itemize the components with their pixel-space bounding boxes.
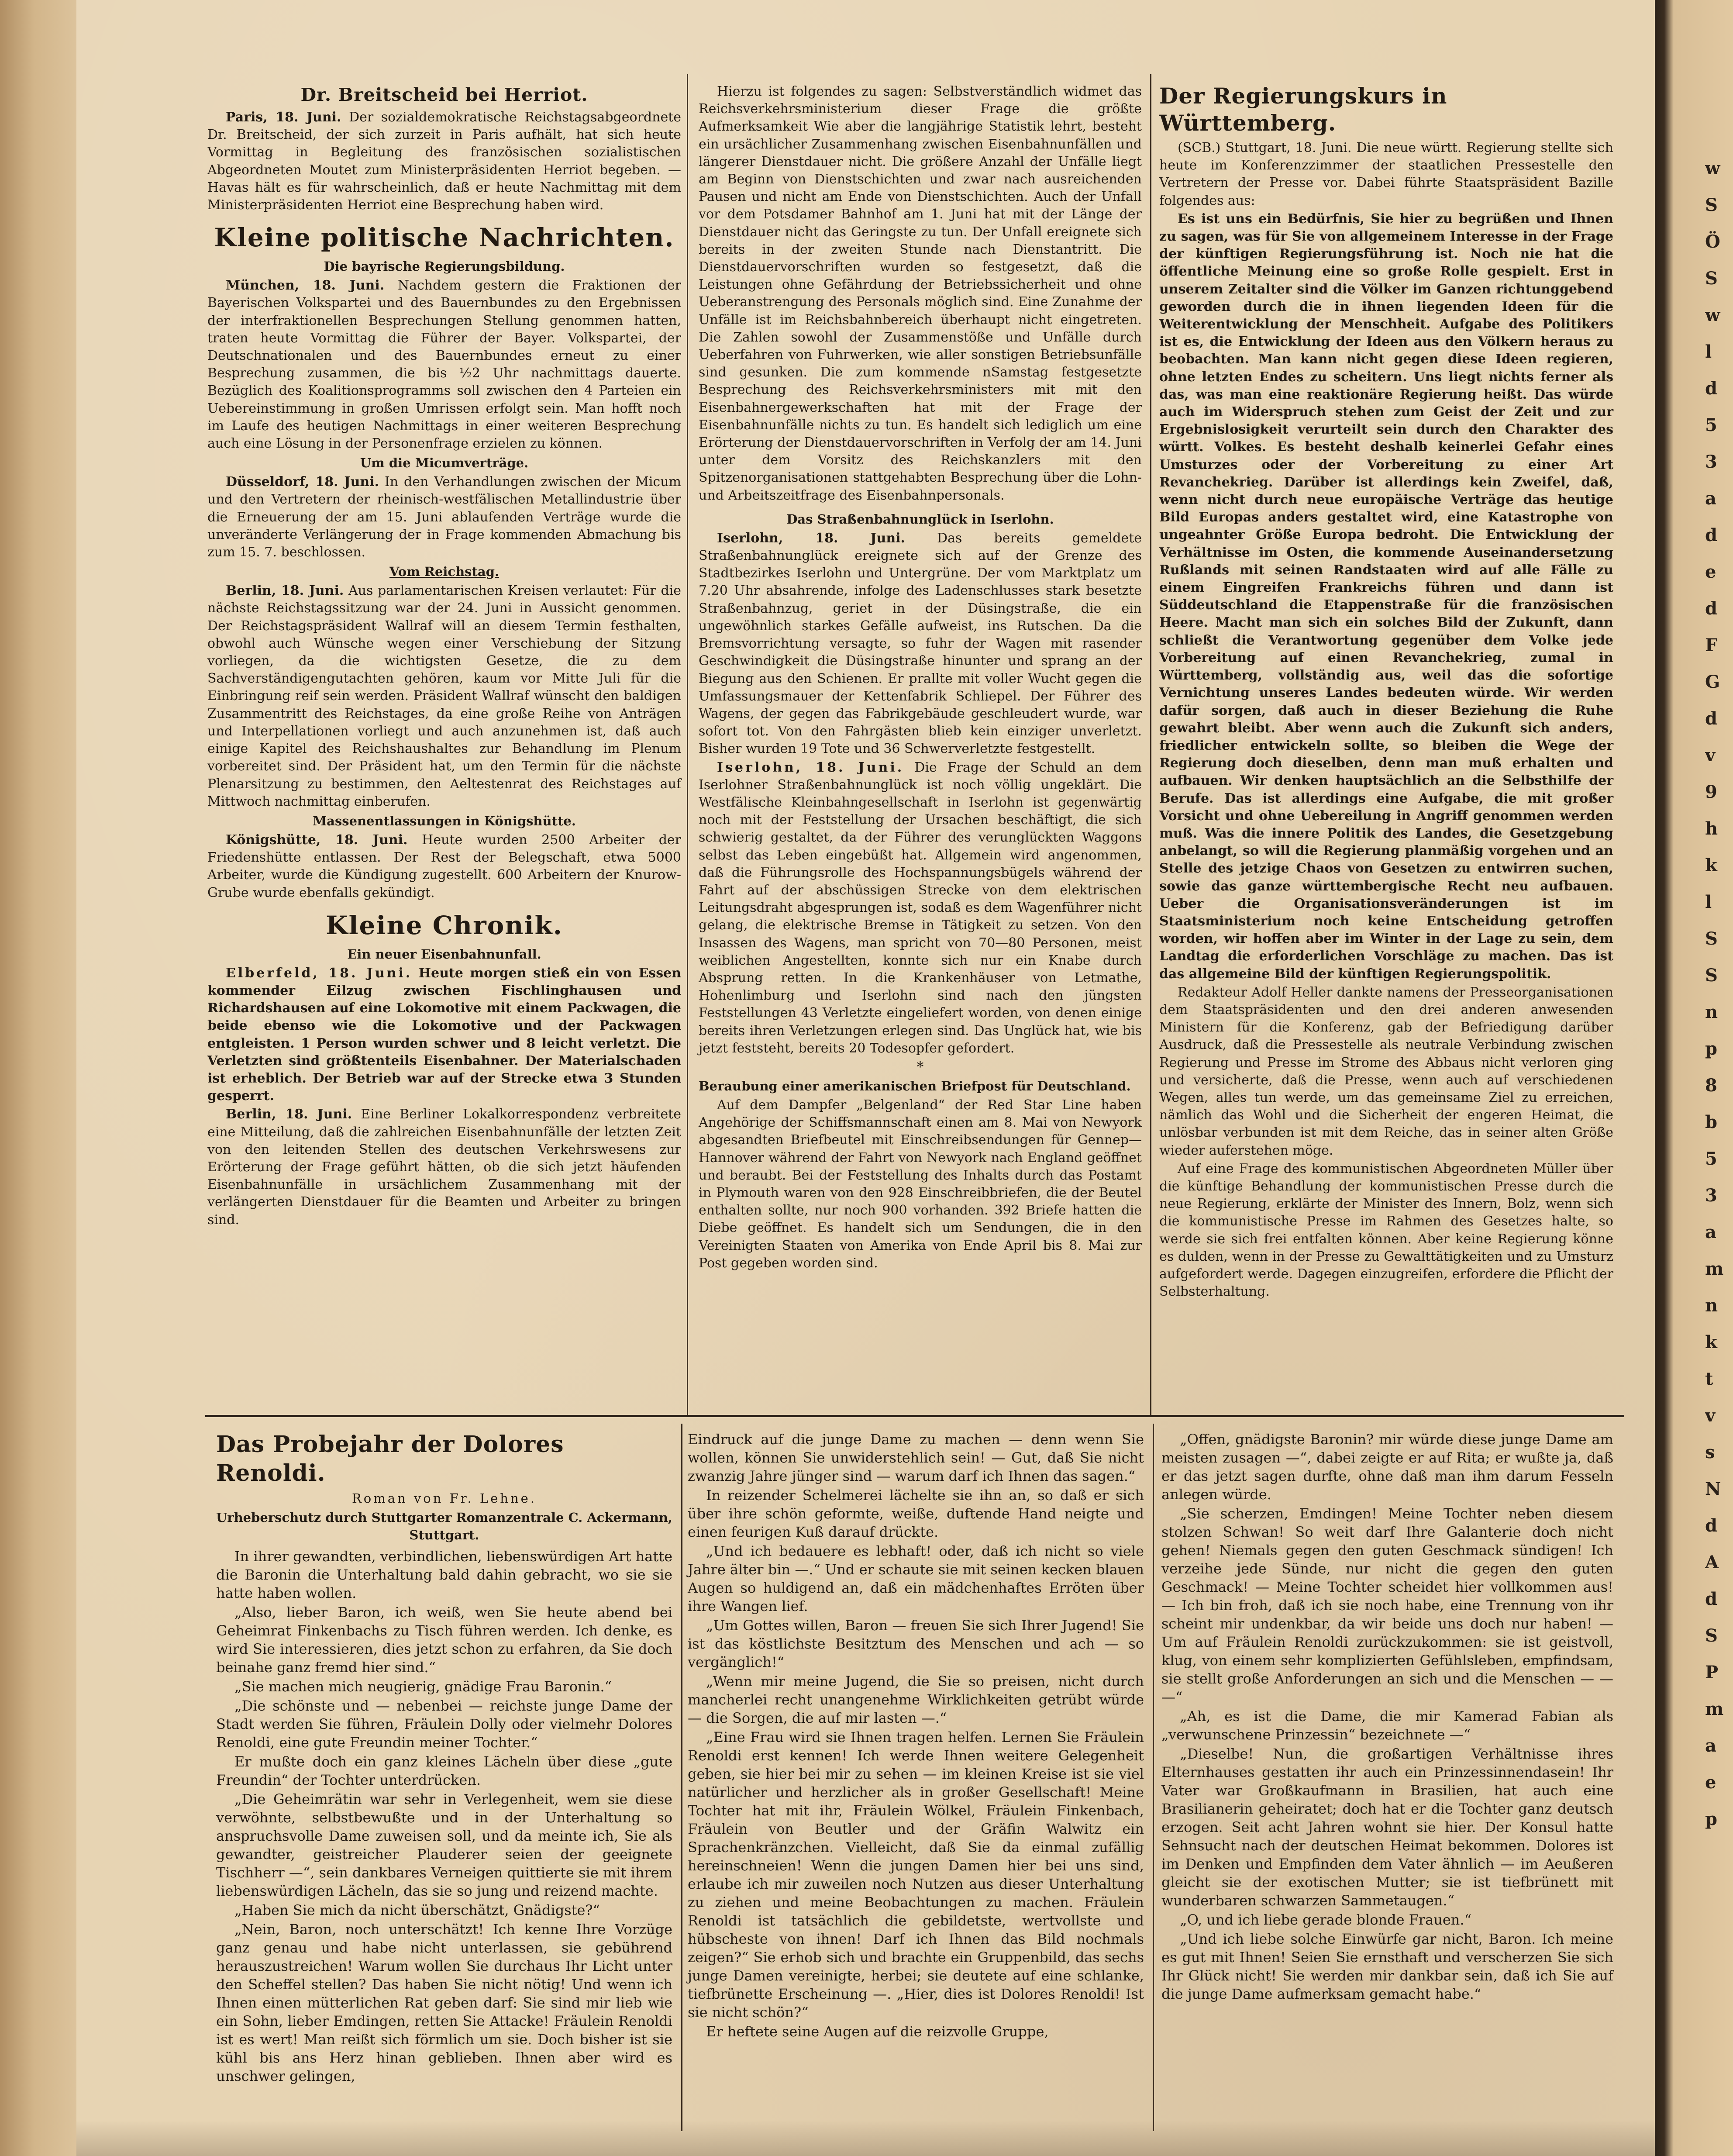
article-text: Das bereits gemeldete Straßenbahnunglück ereignete sich auf der Grenze des Stadtbezirkes Iserlohn und Untergrüne. Der vom Marktplatz um 7.20 Uhr absahrende, infolge des Ladenschlusses stark besetzte Straßenbahnzug, geriet in der Düsingstraße, die ein ungewöhnlich starkes Gefälle aufweist, ins Rutschen. Da die Bremsvorrichtung versagte, so fuhr der Wagen mit rasender Geschwindigkeit die Düsingstraße hinunter und sprang an der Biegung aus den Schienen. Er prallte mit voller Wucht gegen die Umfassungsmauer der Kettenfabrik Schliepel. Der Führer des Wagens, der gegen das Fabrikgebäude geschleudert wurde, war sofort tot. Von den Fahrgästen blieb kein einziger unverletzt. Bisher wurden 19 Tote und 36 Schwerverletzte festgestellt. — [699, 530, 1142, 757]
facing-page-letter: 3 — [1705, 1185, 1717, 1206]
facing-page-letter: 5 — [1705, 1149, 1717, 1169]
dateline: Berlin, 18. Juni. — [226, 583, 344, 599]
novel-copyright: Urheberschutz durch Stuttgarter Romanzentrale C. Ackermann, Stuttgart. — [216, 1510, 673, 1542]
facing-page-letter: s — [1705, 1442, 1715, 1463]
article-text: Auf dem Dampfer „Belgenland“ der Red Star Line haben Angehörige der Schiffsmannschaft einen am 8. Mai von Newyork abgesandten Briefbeutel mit Einschreibsendungen für Gennep—Hannover während der Fahrt von Newyork nach England geöffnet und beraubt. Bei der Feststellung des Inhalts durch das Postamt in Plymouth waren von den 928 Einschreibbriefen, die der Beutel enthalten sollte, nur noch 900 vorhanden. 392 Briefe hatten die Diebe geöffnet. Es handelt sich um Sendungen, die in den Vereinigten Staaten von Amerika von Ende April bis 8. Mai zur Post gegeben worden sind. — [699, 1097, 1142, 1271]
subheading: Ein neuer Eisenbahnunfall. — [347, 946, 541, 962]
article-text: Die Frage der Schuld an dem Iserlohner Straßenbahnunglück ist noch völlig ungeklärt. Die Westfälische Kleinbahngesellschaft in Iserlohn ist gegenwärtig noch mit der Feststellung der Ursachen beschäftigt, die sich schwierig gestaltet, da der Führer des verunglückten Waggons selbst das Leben eingebüßt hat. Allgemein wird angenommen, daß die Führungsrolle des Hochspannungsbügels während der Fahrt auf der abschüssigen Strecke von dem elektrischen Leitungsdraht abgesprungen ist, sodaß es dem Wagenführer nicht gelang, die elektrische Bremse in Tätigkeit zu setzen. Von den Insassen des Wagens, man spricht von 70—80 Personen, meist weiblichen Angestellten, konnte sich nur ein Knabe durch Absprung retten. In die Krankenhäuser von Letmathe, Hohenlimburg und Iserlohn sind nach den jüngsten Feststellungen 43 Verletzte eingeliefert worden, von denen einige bereits ihren Verletzungen erlegen sind. Das Unglück hat, wie bis jetzt feststeht, bereits 20 Todesopfer gefordert. — [699, 759, 1142, 1056]
column-rule — [687, 74, 688, 1417]
novel-text: Er heftete seine Augen auf die reizvolle Gruppe, — [706, 2023, 1049, 2040]
facing-page-letter: d — [1705, 1515, 1717, 1536]
column-rule — [681, 1424, 682, 2131]
novel-text: „O, und ich liebe gerade blonde Frauen.“ — [1180, 1911, 1471, 1928]
novel-text: „Ah, es ist die Dame, die mir Kamerad Fabian als „verwunschene Prinzessin“ bezeichnete —“ — [1161, 1708, 1613, 1743]
facing-page-letter: w — [1705, 305, 1720, 325]
article-title: Dr. Breitscheid bei Herriot. — [300, 84, 588, 105]
article-text: Eine Berliner Lokalkorrespondenz verbreitete eine Mitteilung, daß die zahlreichen Eisenbahnunfälle der letzten Zeit von den leitenden Stellen des deutschen Verkehrswesens zur Erörterung der Frage geführt hätten, ob die sich jetzt häufenden Eisenbahnunfälle in ursächlichem Zusammenhang mit der verlängerten Dienstdauer für die Beamten und Arbeiter zu bringen sind. — [207, 1107, 681, 1228]
facing-page-letter: w — [1705, 158, 1720, 179]
novel-text: „Sie machen mich neugierig, gnädige Frau Baronin.“ — [234, 1678, 612, 1695]
facing-page-letter: m — [1705, 1699, 1724, 1719]
novel-column-3 — [1161, 1430, 1613, 2004]
article-text: Aus parlamentarischen Kreisen verlautet: Für die nächste Reichstagssitzung war der 24. Juni in Aussicht genommen. Der Reichstagspräsident Wallraf will an diesem Termin festhalten, obwohl auch Wünsche wegen einer Verschiebung der Sitzung vorliegen, da die wichtigsten Gesetze, die zu dem Sachverständigengutachten gehören, kaum vor Mitte Juli für die Einbringung reif sein werden. Präsident Wallraf wünscht den baldigen Zusammentritt des Reichstages, da eine große Reihe von Anträgen und Interpellationen vorliegt und auch anzunehmen ist, daß auch einige Kapitel des Reichshaushaltes zur Behandlung im Plenum vorbereitet sind. Der Präsident hat, um den Termin für die nächste Plenarsitzung zu bestimmen, den Aeltestenrat des Reichstages auf Mittwoch nachmittag einberufen. — [207, 583, 681, 809]
facing-page-letter: 9 — [1705, 782, 1717, 802]
facing-page-letter: S — [1705, 268, 1718, 289]
facing-page-letter: Ö — [1705, 231, 1720, 252]
facing-page-letter: v — [1705, 1405, 1716, 1426]
novel-byline: Roman von Fr. Lehne. — [351, 1491, 537, 1506]
facing-page-letter: S — [1705, 195, 1718, 215]
facing-page-letter: 3 — [1705, 452, 1717, 472]
section-title: Kleine Chronik. — [326, 910, 563, 940]
novel-text: „Eine Frau wird sie Ihnen tragen helfen. Lernen Sie Fräulein Renoldi erst kennen! Ich werde Ihnen weitere Gelegenheit geben, sie hier bei mir zu sehen — im kleinen Kreise ist sie viel natürlicher und herzlicher als in großer Gesellschaft! Meine Tochter hat mit ihr, Fräulein Wölkel, Fräulein Finkenbach, Fräulein von Beutler und der Gräfin Walwitz ein Sprachenkränzchen. Vielleicht, daß Sie da einmal zufällig hereinschneien! Wenn die jungen Damen hier bei uns sind, erlaube ich mir zuweilen noch Nutzen aus dieser Unterhaltung zu ziehen und meine Beobachtungen zu machen. Fräulein Renoldi ist tatsächlich die gebildetste, wertvollste und hübscheste von ihnen! Darf ich Ihnen das Bild nochmals zeigen?“ Sie erhob sich und brachte ein Gruppenbild, das sechs junge Damen vereinigte, herbei; sie deutete auf eine schlanke, tiefbrünette Erscheinung —. „Hier, dies ist Dolores Renoldi! Ist sie nicht schön?“ — [688, 1729, 1144, 2021]
facing-page-letter: k — [1705, 855, 1717, 876]
facing-page-letter: a — [1705, 1222, 1716, 1242]
subheading: Um die Micumverträge. — [360, 455, 529, 471]
facing-page-letter: F — [1705, 635, 1718, 655]
article-text: Heute morgen stieß ein von Essen kommender Eilzug zwischen Fischlinghausen und Richardshausen auf eine Lokomotive mit einem Packwagen, die beide ebenso wie die Lokomotive und der Packwagen entgleisten. 1 Person wurden schwer und 8 leicht verletzt. Die Verletzten sind größtenteils Eisenbahner. Der Materialschaden ist erheblich. Der Betrieb war auf der Strecke etwa 3 Stunden gesperrt. — [207, 965, 681, 1104]
column-rule — [1150, 74, 1151, 1417]
dateline: Berlin, 18. Juni. — [226, 1107, 352, 1122]
feuilleton-divider — [205, 1415, 1624, 1417]
novel-text: „Die schönste und — nebenbei — reichste junge Dame der Stadt werden Sie führen, Fräulein Dolly oder vielmehr Dolores Renoldi, eine gute Freundin meiner Tochter.“ — [216, 1697, 672, 1751]
novel-text: „Sie scherzen, Emdingen! Meine Tochter neben diesem stolzen Schwan! So weit darf Ihre Galanterie doch nicht gehen! Niemals gegen den guten Geschmack sündigen! Ich verzeihe jede Sünde, nur nicht die gegen den guten Geschmack! — Meine Tochter scheidet hier vollkommen aus! — Ich bin froh, daß ich sie noch habe, eine Trennung von ihr scheint mir undenkbar, da wir beide uns doch nur haben! — Um auf Fräulein Renoldi zurückzukommen: sie ist geistvoll, klug, von einem sehr komplizierten Gefühlsleben, empfindsam, sie stellt große Anforderungen an sich und die Menschen — — —“ — [1161, 1505, 1613, 1705]
facing-page-letter: d — [1705, 525, 1717, 545]
section-title: Kleine politische Nachrichten. — [214, 223, 675, 253]
facing-page-letter: p — [1705, 1809, 1717, 1829]
article-text: Nachdem gestern die Fraktionen der Bayerischen Volkspartei und des Bauernbundes zu den Ergebnissen der interfraktionellen Besprechungen Stellung genommen hatten, traten heute Vormittag die Führer der Bayer. Volkspartei, der Deutschnationalen und des Bauernbundes erneut zu einer Besprechung zusammen, die bis ½2 Uhr nachmittags dauerte. Bezüglich des Koalitionsprogramms soll zwischen den 4 Parteien ein Uebereinstimmung in großen Umrissen erfolgt sein. Man hofft noch im Laufe des heutigen Nachmittags in einer weiteren Besprechung auch eine Lösung in der Personenfrage erzielen zu können. — [207, 278, 681, 452]
facing-page-letter: p — [1705, 1038, 1717, 1059]
facing-page-letter: a — [1705, 488, 1716, 509]
article-text: Es ist uns ein Bedürfnis, Sie hier zu begrüßen und Ihnen zu sagen, was für Sie von allgemeinem Interesse in der Frage der künftigen Regierungsführung ist. Noch nie hat die öffentliche Meinung eine so große Rolle gespielt. Erst in unserem Zeitalter sind die Völker im Ganzen richtunggebend geworden durch die in ihnen liegenden Ideen für die Weiterentwicklung der Menschheit. Aufgabe des Politikers ist es, die Entwicklung der Ideen aus den Völkern heraus zu beobachten. Man kann nicht gegen diese Ideen regieren, ohne letzten Endes zu scheitern. Uns liegt nichts ferner als das, was man eine reaktionäre Regierung heißt. Das würde auch im Widerspruch stehen zum Geist der Zeit und zur Ergebnislosigkeit verurteilt sein durch den Charakter des württ. Volkes. Es besteht deshalb keinerlei Gefahr eines Umsturzes oder der Vorbereitung zu einer Art Revanchekrieg. Darüber ist allerdings kein Zweifel, daß, wenn nicht durch neue europäische Verträge das heutige Bild Europas anders gestaltet wird, eine Katastrophe von ungeahnter Größe Europa bedroht. Die Entwicklung der Verhältnisse im Osten, die kommende Auseinandersetzung Rußlands mit seinen Randstaaten wird auf alle Fälle zu einem Eingreifen Frankreichs führen und dann ist Süddeutschland die Etappenstraße für die französischen Heere. Macht man sich ein solches Bild der Zukunft, dann schließt die Verantwortung gegenüber dem Volke jede Vorbereitung auf einen Revanchekrieg, zumal in Württemberg, vollständig aus, weil das die sofortige Vernichtung unseres Landes bedeuten würde. Wir werden dafür sorgen, daß auch in dieser Beziehung die Ruhe gewahrt bleibt. Aber wenn auch die Zukunft sich anders, friedlicher entwickeln sollte, so bleiben die Wege der Regierung doch dieselben, denn man muß erhalten und aufbauen. Wir denken hauptsächlich an die Selbsthilfe der Berufe. Das ist allerdings eine Aufgabe, die mit großer Vorsicht und ohne Uebereilung in Angriff genommen werden muß. Was die innere Politik des Landes, die Gesetzgebung anbelangt, so will die Regierung planmäßig vorgehen und an Stelle des jetzige Chaos von Gesetzen zu entwirren suchen, sowie das ganze württembergische Recht neu aufbauen. Ueber die Organisationsveränderungen ist im Staatsministerium noch keine Entscheidung getroffen worden, wir hoffen aber im Winter in der Lage zu sein, dem Landtag die erforderlichen Vorschläge zu machen. Das ist das allgemeine Bild der künftigen Regierungspolitik. — [1159, 211, 1613, 982]
column-3 — [1159, 81, 1613, 1301]
facing-page-letter: b — [1705, 1112, 1717, 1132]
novel-text: In ihrer gewandten, verbindlichen, liebenswürdigen Art hatte die Baronin die Unterhaltung bald dahin gebracht, wo sie sie hatte haben wollen. — [216, 1548, 672, 1601]
novel-text: „Haben Sie mich da nicht überschätzt, Gnädigste?“ — [234, 1902, 600, 1918]
facing-page-letter: d — [1705, 708, 1717, 729]
novel-text: „Wenn mir meine Jugend, die Sie so preisen, nicht durch mancherlei recht unangenehme Wirklichkeiten getrübt würde — die Sorgen, die auf mir lasten —.“ — [688, 1673, 1144, 1726]
article-text: Der sozialdemokratische Reichstagsabgeordnete Dr. Breitscheid, der sich zurzeit in Paris aufhält, hat sich heute Vormittag in Begleitung des französischen sozialistischen Abgeordneten Moutet zum Ministerpräsidenten Herriot begeben. — Havas hält es für wahrscheinlich, daß er heute Nachmittag mit dem Ministerpräsidenten Herriot eine Besprechung haben wird. — [207, 110, 682, 213]
facing-page-letter: P — [1705, 1662, 1719, 1683]
facing-page-letter: A — [1705, 1552, 1719, 1573]
novel-text: Eindruck auf die junge Dame zu machen — denn wenn Sie wollen, können Sie unwiderstehlich sein! — Gut, daß Sie nicht zwanzig Jahre jünger sind — warum darf ich Ihnen das sagen.“ — [688, 1431, 1144, 1484]
subheading: Vom Reichstag. — [389, 564, 500, 580]
article-text: (SCB.) Stuttgart, 18. Juni. Die neue württ. Regierung stellte sich heute im Konferenzzimmer der staatlichen Pressestelle den Vertretern der Presse vor. Dabei führte Staatspräsident Bazille folgendes aus: — [1159, 140, 1613, 208]
novel-text: „Die Geheimrätin war sehr in Verlegenheit, wem sie diese verwöhnte, selbstbewußte und in der Unterhaltung so anspruchsvolle Dame zuweisen soll, und da meinte ich, Sie als gewandter, geistreicher Plauderer seien der geeignete Tischherr —“, sein dankbares Verneigen quittierte sie mit ihrem liebenswürdigen Lächeln, das sie so jung und reizend machte. — [216, 1791, 672, 1899]
novel-column-2 — [688, 1430, 1144, 2042]
facing-page-letter: S — [1705, 965, 1718, 986]
novel-text: „Also, lieber Baron, ich weiß, wen Sie heute abend bei Geheimrat Finkenbachs zu Tisch führen werden. Ich denke, es wird Sie interessieren, dies jetzt schon zu erfahren, da Sie doch beinahe ganz fremd hier sind.“ — [216, 1604, 672, 1676]
dateline: Paris, 18. Juni. — [226, 110, 341, 125]
facing-page-letter: k — [1705, 1332, 1717, 1352]
facing-page-letter: d — [1705, 1589, 1717, 1609]
novel-text: „Und ich liebe solche Einwürfe gar nicht, Baron. Ich meine es gut mit Ihnen! Seien Sie ernsthaft und verscherzen Sie sich Ihr Glück nicht! Sie werden mir dankbar sein, daß ich Sie auf die junge Dame aufmerksam gemacht habe.“ — [1161, 1931, 1613, 2002]
facing-page-letter: n — [1705, 1002, 1718, 1022]
article-title: Der Regierungskurs in Württemberg. — [1159, 83, 1447, 136]
facing-page-letter: l — [1705, 892, 1712, 912]
subheading: Massenentlassungen in Königshütte. — [313, 813, 576, 828]
facing-page-letter: e — [1705, 1772, 1716, 1793]
article-text: Heute wurden 2500 Arbeiter der Friedenshütte entlassen. Der Rest der Belegschaft, etwa 5000 Arbeiter, wurde die Kündigung zugestellt. 600 Arbeitern der Knurow-Grube wurde ebenfalls gekündigt. — [207, 832, 682, 900]
binding-margin — [0, 0, 76, 2156]
facing-page-letter: h — [1705, 818, 1718, 839]
facing-page-letter: d — [1705, 378, 1717, 399]
facing-page-letter: d — [1705, 598, 1717, 619]
dateline: Iserlohn, 18. Juni. — [717, 530, 905, 546]
subheading: Beraubung einer amerikanischen Briefpost für Deutschland. — [699, 1078, 1131, 1094]
column-2 — [699, 83, 1142, 1273]
facing-page-letter: S — [1705, 928, 1718, 949]
column-1 — [207, 81, 681, 1230]
facing-page-letter: l — [1705, 342, 1712, 362]
novel-column-1 — [216, 1430, 672, 2086]
dateline: Düsseldorf, 18. Juni. — [226, 474, 379, 490]
facing-page-letter: v — [1705, 745, 1716, 766]
facing-page-letter: e — [1705, 562, 1716, 582]
article-text: Auf eine Frage des kommunistischen Abgeordneten Müller über die künftige Behandlung der kommunistischen Presse durch die neue Regierung, erklärte der Minister des Innern, Bolz, wenn sich die kommunistische Presse im Rahmen des Gesetzes halte, so werde sie sich frei entfalten können. Aber keine Regierung könne es dulden, wenn in der Presse zu Gewalttätigkeiten und zu Umsturz aufgefordert werde. Dagegen einzugreifen, erfordere die Pflicht der Selbsterhaltung. — [1159, 1161, 1613, 1300]
dateline: München, 18. Juni. — [226, 278, 385, 293]
facing-page-letter: t — [1705, 1369, 1713, 1389]
subheading: Das Straßenbahnunglück in Iserlohn. — [786, 511, 1054, 527]
facing-page-fragments — [1705, 157, 1731, 1904]
article-text: In den Verhandlungen zwischen der Micum und den Vertretern der rheinisch-westfälischen Metallindustrie über die Erneuerung der am 15. Juni ablaufenden Verträge wurde die unveränderte Verlängerung der in Frage kommenden Abmachung bis zum 15. 7. beschlossen. — [207, 474, 682, 560]
facing-page-letter: 5 — [1705, 415, 1717, 435]
facing-page-letter: m — [1705, 1259, 1724, 1279]
novel-text: „Und ich bedauere es lebhaft! oder, daß ich nicht so viele Jahre älter bin —.“ Und er schaute sie mit seinen kecken blauen Augen so huldigend an, daß ein mädchenhaftes Erröten über ihre Wangen lief. — [688, 1543, 1144, 1614]
novel-text: In reizender Schelmerei lächelte sie ihn an, so daß er sich über ihre schön geformte, weiße, duftende Hand neigte und einen feurigen Kuß darauf drückte. — [688, 1487, 1144, 1540]
facing-page-letter: N — [1705, 1479, 1721, 1499]
novel-text: Er mußte doch ein ganz kleines Lächeln über diese „gute Freundin“ der Tochter unterdrücken. — [216, 1753, 672, 1788]
facing-page-letter: 8 — [1705, 1075, 1717, 1096]
dateline: Iserlohn, 18. Juni. — [717, 759, 904, 775]
facing-page-letter: G — [1705, 672, 1720, 692]
dateline: Königshütte, 18. Juni. — [226, 832, 408, 848]
novel-text: „Nein, Baron, noch unterschätzt! Ich kenne Ihre Vorzüge ganz genau und habe nicht unterlassen, sie gebührend herauszustreichen! Warum wollen Sie durchaus Ihr Licht unter den Scheffel stellen? Das haben Sie nicht nötig! Und wenn ich Ihnen einen mütterlichen Rat geben darf: Sie sind mir lieb wie ein Sohn, lieber Emdingen, retten Sie Attacke! Fräulein Renoldi ist es wert! Man reißt sich förmlich um sie. Doch bisher ist sie kühl bis ans Herz hinan geblieben. Ihnen aber wird es unschwer gelingen, — [216, 1921, 672, 2084]
page-fold-shadow — [76, 2120, 1655, 2156]
dateline: Elberfeld, 18. Juni. — [226, 965, 413, 981]
novel-text: „Um Gottes willen, Baron — freuen Sie sich Ihrer Jugend! Sie ist das köstlichste Besitztum des Menschen und ach — so vergänglich!“ — [688, 1617, 1144, 1670]
section-separator: * — [916, 1058, 924, 1075]
article-text: Redakteur Adolf Heller dankte namens der Presseorganisationen dem Staatspräsidenten und den drei anderen anwesenden Ministern für die Konferenz, gab der Befriedigung darüber Ausdruck, daß die Pressestelle als neutrale Verbindung zwischen Regierung und Presse im Strome des Abbaus nicht verloren ging und versicherte, daß die Presse, wenn auch auf verschiedenen Wegen, alles tun werde, um das gemeinsame Ziel zu erreichen, nämlich das Wohl und die Sicherheit der engeren Heimat, die unlösbar verbunden ist mit dem Reiche, das in seiner alten Größe wieder auferstehen möge. — [1159, 984, 1613, 1158]
novel-text: „Dieselbe! Nun, die großartigen Verhältnisse ihres Elternhauses gestatten ihr auch ein Prinzessinnendasein! Ihr Vater war Großkaufmann in Brasilien, hat auch eine Brasilianerin geheiratet; doch hat er die Tochter ganz deutsch erzogen. Seit acht Jahren wohnt sie hier. Der Konsul hatte Sehnsucht nach der deutschen Heimat bekommen. Dolores ist im Denken und Empfinden dem Vater ähnlich — im Aeußeren gleicht sie der exotischen Mutter; sie ist tiefbrünett mit wunderbaren schwarzen Sammetaugen.“ — [1161, 1745, 1613, 1909]
subheading: Die bayrische Regierungsbildung. — [324, 259, 565, 274]
novel-title: Das Probejahr der Dolores Renoldi. — [216, 1431, 564, 1487]
column-rule — [1153, 1424, 1154, 2131]
novel-text: „Offen, gnädigste Baronin? mir würde diese junge Dame am meisten zusagen —“, dabei zeigte er auf Rita; er wußte ja, daß er das jetzt sagen durfte, ohne daß man ihm darum Fesseln anlegen würde. — [1161, 1431, 1613, 1503]
facing-page-letter: n — [1705, 1295, 1718, 1316]
facing-page-letter: a — [1705, 1735, 1716, 1756]
facing-page-letter: S — [1705, 1625, 1718, 1646]
article-text: Hierzu ist folgendes zu sagen: Selbstverständlich widmet das Reichsverkehrsministerium dieser Frage die größte Aufmerksamkeit Wie aber die langjährige Statistik lehrt, besteht ein ursächlicher Zusammenhang zwischen Eisenbahnunfällen und längerer Dienstdauer nicht. Die größere Anzahl der Unfälle liegt am Beginn von Dienstschichten und zwar nach ausreichenden Pausen und nicht am Ende von Dienstschichten. Auch der Unfall vor dem Potsdamer Bahnhof am 1. Juni hat mit der Länge der Dienstdauer nicht das Geringste zu tun. Der Unfall ereignete sich bereits in der zweiten Stunde nach Dienstantritt. Die Dienstdauervorschriften wurden so festgesetzt, daß die Leistungen ohne Gefährdung der Betriebssicherheit und ohne Ueberanstrengung des Personals möglich sind. Eine Zunahme der Unfälle ist im Reichsbahnbereich überhaupt nicht eingetreten. Die Zahlen sowohl der Zusammenstöße und Unfälle durch Ueberfahren von Fuhrwerken, wie aller sonstigen Betriebsunfälle sind gesunken. Die zum kommende nSamstag festgesetzte Besprechung des Reichsverkehrsministers mit mit den Eisenbahnergewerkschaften hat mit der Frage der Eisenbahnunfälle nichts zu tun. Es handelt sich lediglich um eine Erörterung der Dienstdauervorschriften in Verfolg der am 14. Juni unter dem Vorsitz des Reichskanzlers mit den Spitzenorganisationen stattgehabten Besprechung über die Lohn- und Arbeitszeitfrage des Eisenbahnpersonals. — [699, 84, 1142, 503]
